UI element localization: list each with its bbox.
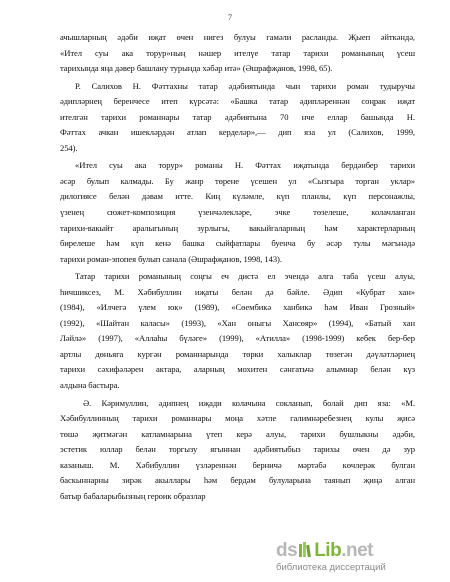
- dslib-watermark[interactable]: [276, 536, 446, 576]
- text-line: Р. Салихов Н. Фәттахны татар әдәбиятында чын тарихи роман тудыручы: [75, 80, 415, 91]
- text-line: тарихи-вакыйт аралыгының зурлыгы, вакыйгаларның һәм характерларның: [60, 222, 415, 233]
- text-line: әдипләрнең беренчесе итеп күрсәтә: «Башка татар әдипләреннән соңрак иҗат: [60, 96, 415, 107]
- text-line: (1992), «Шайтан каласы» (1993), «Хан оныгы Хансөяр» (1994), «Батый хан: [60, 317, 415, 328]
- text-line: һичшиксез, М. Хәбибуллин иҗаты белән дә бәйле. Әдип «Кубрат хан»: [60, 286, 415, 297]
- books-icon: [298, 542, 312, 558]
- text-line: ачышларның әдәби иҗат өчен нигез булуы гамәли расланды. Җыеп әйткәндә,: [60, 32, 415, 42]
- logo-lib-text: Lib: [314, 539, 342, 561]
- text-line: Хәбибуллинның тарихи романнары моңа хәтле галимнәребезнең кулы җисә: [60, 413, 415, 424]
- body-text: [60, 30, 415, 504]
- text-line: «Ител суы ака торур» романы Н. Фәттах иҗатында бердәнбер тарихи: [75, 160, 415, 171]
- text-line: тарихи сәхифәләрен актара, аларның мохитен сәнгатьчә алымнар белән күз: [60, 364, 415, 375]
- text-line: тарихында яңа дәвер башлану турында хәбәр итә» (Әшрафҗанов, 1998, 65).: [60, 63, 333, 74]
- text-line: эстетик юллар белән торгызу ягыннан әдәбиятыбыз тарихы өчен дә зур: [60, 444, 415, 455]
- text-line: (1984), «Илчегә үлем юк» (1989), «Сөембикә ханбикә һәм Иван Грозный»: [60, 302, 415, 313]
- text-line: алдына бастыра.: [60, 380, 120, 391]
- text-line: артлы дөньяга кургән романнарында төрки халыклар төзегән дәүләтләрнең: [60, 348, 415, 359]
- page-number: 7: [228, 13, 232, 22]
- logo-ds-text: ds: [276, 539, 298, 561]
- text-line: Татар тарихи романының соңгы еч дистә ел эчендә алга таба үсеш алуы,: [75, 271, 415, 282]
- text-line: Фәттах ачкан ишекләрдән атлап керделәр»,— дип яза ул (Салихов, 1999,: [60, 127, 415, 138]
- text-line: казаныш. М. Хәбибуллин үзләреннән берничә мәртәбә көчлерәк булган: [60, 459, 415, 470]
- text-line: бирелеше һәм күп кенә башка сыйфатлары буенча бу әсәр тулы мәгънәдә: [60, 238, 415, 249]
- text-line: дилогиясе белән дәвам итте. Киң күләмле, күп планлы, күп персонажлы,: [60, 191, 415, 202]
- text-line: Ләйлә» (1997), «Аллаһы бүләге» (1999), «Атилла» (1998-1999) кебек бер-бер: [60, 333, 415, 344]
- text-line: 254).: [60, 142, 78, 153]
- logo-net-text: .net: [341, 539, 373, 561]
- text-line: үзенең сюжет-композиция үзенчәлекләре, эчке төзелеше, колачланган: [60, 207, 415, 218]
- dslib-logo: [276, 540, 386, 561]
- text-line: әсәр булып калмады. Бу жанр төрене үсешен ул «Сызгыра торган уклар»: [60, 175, 415, 186]
- text-line: баскыннарны зирәк акыллары һәм бердәм булуларына таянып җиңә алган: [60, 475, 415, 486]
- text-line: батыр бабаларыбызның героик образлар: [60, 490, 206, 501]
- text-line: төшә җитмәгән катламнарына үтеп керә алуы, тарихи бушлыкны әдәби,: [60, 428, 415, 439]
- text-line: ителгән тарихи романнары татар әдәбиятына 70 нче еллар башында Н.: [60, 111, 415, 122]
- text-line: Ә. Кәримуллин, әдипнең иҗади колачына сокланып, болай дип яза: «М.: [83, 397, 415, 408]
- text-line: тарихи роман-эпопея булып санала (Әшрафҗанов, 1998, 143).: [60, 253, 282, 264]
- text-line: «Ител суы ака торур»ның нәшер ителүе татар тарихи романының үсеш: [60, 47, 415, 58]
- watermark-subtitle: библиотека диссертаций: [276, 561, 386, 573]
